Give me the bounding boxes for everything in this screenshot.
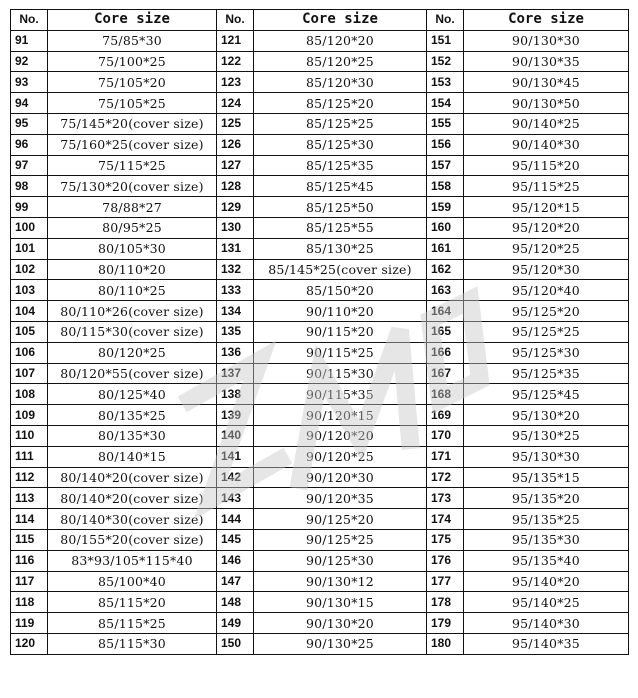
row-number: 171 xyxy=(427,446,464,467)
core-size-value: 75/105*20 xyxy=(48,72,217,93)
row-number: 101 xyxy=(11,238,48,259)
row-number: 96 xyxy=(11,134,48,155)
core-size-value: 85/120*25 xyxy=(254,51,427,72)
core-size-value: 95/135*40 xyxy=(464,550,629,571)
table-row xyxy=(11,155,629,176)
core-size-table xyxy=(10,9,629,655)
table-row xyxy=(11,405,629,426)
core-size-value: 80/115*30(cover size) xyxy=(48,321,217,342)
core-size-value: 90/130*25 xyxy=(254,633,427,654)
table-row xyxy=(11,467,629,488)
row-number: 111 xyxy=(11,446,48,467)
core-size-value: 80/110*20 xyxy=(48,259,217,280)
table-row xyxy=(11,613,629,634)
row-number: 106 xyxy=(11,342,48,363)
row-number: 130 xyxy=(217,217,254,238)
core-size-value: 80/95*25 xyxy=(48,217,217,238)
row-number: 158 xyxy=(427,176,464,197)
no-header: No. xyxy=(11,10,48,31)
core-size-value: 95/120*20 xyxy=(464,217,629,238)
core-size-value: 90/115*25 xyxy=(254,342,427,363)
row-number: 117 xyxy=(11,571,48,592)
row-number: 175 xyxy=(427,529,464,550)
core-size-value: 85/125*20 xyxy=(254,93,427,114)
table-row xyxy=(11,72,629,93)
row-number: 170 xyxy=(427,425,464,446)
table-row xyxy=(11,93,629,114)
core-size-value: 90/130*45 xyxy=(464,72,629,93)
row-number: 129 xyxy=(217,197,254,218)
core-size-value: 75/85*30 xyxy=(48,30,217,51)
core-size-value: 95/120*40 xyxy=(464,280,629,301)
core-size-value: 90/130*30 xyxy=(464,30,629,51)
row-number: 137 xyxy=(217,363,254,384)
table-row xyxy=(11,529,629,550)
core-size-value: 95/125*20 xyxy=(464,301,629,322)
table-row xyxy=(11,363,629,384)
core-size-value: 80/110*26(cover size) xyxy=(48,301,217,322)
row-number: 169 xyxy=(427,405,464,426)
row-number: 167 xyxy=(427,363,464,384)
row-number: 172 xyxy=(427,467,464,488)
row-number: 131 xyxy=(217,238,254,259)
core-size-value: 80/140*20(cover size) xyxy=(48,488,217,509)
core-size-header: Core size xyxy=(254,10,427,31)
core-size-value: 85/145*25(cover size) xyxy=(254,259,427,280)
core-size-value: 85/120*30 xyxy=(254,72,427,93)
core-size-value: 85/115*20 xyxy=(48,592,217,613)
core-size-value: 95/125*25 xyxy=(464,321,629,342)
table-row xyxy=(11,592,629,613)
core-size-value: 95/135*15 xyxy=(464,467,629,488)
core-size-value: 75/105*25 xyxy=(48,93,217,114)
row-number: 147 xyxy=(217,571,254,592)
table-row xyxy=(11,633,629,654)
row-number: 112 xyxy=(11,467,48,488)
row-number: 163 xyxy=(427,280,464,301)
core-size-value: 80/110*25 xyxy=(48,280,217,301)
row-number: 115 xyxy=(11,529,48,550)
row-number: 149 xyxy=(217,613,254,634)
table-row xyxy=(11,197,629,218)
table-row xyxy=(11,425,629,446)
row-number: 94 xyxy=(11,93,48,114)
row-number: 105 xyxy=(11,321,48,342)
row-number: 104 xyxy=(11,301,48,322)
table-body xyxy=(11,30,629,654)
core-size-value: 90/115*30 xyxy=(254,363,427,384)
row-number: 178 xyxy=(427,592,464,613)
row-number: 107 xyxy=(11,363,48,384)
table-row xyxy=(11,571,629,592)
row-number: 148 xyxy=(217,592,254,613)
row-number: 95 xyxy=(11,113,48,134)
core-size-value: 85/125*50 xyxy=(254,197,427,218)
core-size-value: 85/115*25 xyxy=(48,613,217,634)
core-size-value: 95/125*30 xyxy=(464,342,629,363)
core-size-value: 90/125*30 xyxy=(254,550,427,571)
row-number: 153 xyxy=(427,72,464,93)
core-size-value: 85/125*35 xyxy=(254,155,427,176)
row-number: 150 xyxy=(217,633,254,654)
core-size-value: 90/120*30 xyxy=(254,467,427,488)
core-size-value: 90/110*20 xyxy=(254,301,427,322)
row-number: 176 xyxy=(427,550,464,571)
row-number: 177 xyxy=(427,571,464,592)
table-row xyxy=(11,134,629,155)
core-size-value: 95/125*35 xyxy=(464,363,629,384)
core-size-value: 85/125*30 xyxy=(254,134,427,155)
row-number: 146 xyxy=(217,550,254,571)
row-number: 162 xyxy=(427,259,464,280)
core-size-value: 95/120*25 xyxy=(464,238,629,259)
row-number: 135 xyxy=(217,321,254,342)
row-number: 174 xyxy=(427,509,464,530)
row-number: 92 xyxy=(11,51,48,72)
row-number: 159 xyxy=(427,197,464,218)
row-number: 138 xyxy=(217,384,254,405)
row-number: 102 xyxy=(11,259,48,280)
core-size-value: 95/140*25 xyxy=(464,592,629,613)
core-size-value: 85/130*25 xyxy=(254,238,427,259)
core-size-value: 95/140*20 xyxy=(464,571,629,592)
row-number: 165 xyxy=(427,321,464,342)
row-number: 173 xyxy=(427,488,464,509)
core-size-value: 80/140*30(cover size) xyxy=(48,509,217,530)
core-size-value: 80/125*40 xyxy=(48,384,217,405)
row-number: 132 xyxy=(217,259,254,280)
core-size-value: 80/140*15 xyxy=(48,446,217,467)
core-size-value: 83*93/105*115*40 xyxy=(48,550,217,571)
core-size-header: Core size xyxy=(464,10,629,31)
core-size-value: 85/125*25 xyxy=(254,113,427,134)
row-number: 144 xyxy=(217,509,254,530)
core-size-value: 95/135*30 xyxy=(464,529,629,550)
row-number: 100 xyxy=(11,217,48,238)
row-number: 108 xyxy=(11,384,48,405)
row-number: 127 xyxy=(217,155,254,176)
table-row xyxy=(11,488,629,509)
core-size-value: 90/130*12 xyxy=(254,571,427,592)
table-row xyxy=(11,176,629,197)
core-size-value: 90/125*25 xyxy=(254,529,427,550)
row-number: 160 xyxy=(427,217,464,238)
row-number: 180 xyxy=(427,633,464,654)
core-size-value: 95/140*30 xyxy=(464,613,629,634)
core-size-value: 85/125*45 xyxy=(254,176,427,197)
core-size-value: 80/135*30 xyxy=(48,425,217,446)
row-number: 141 xyxy=(217,446,254,467)
row-number: 98 xyxy=(11,176,48,197)
table-row xyxy=(11,238,629,259)
core-size-value: 95/115*25 xyxy=(464,176,629,197)
core-size-value: 90/130*50 xyxy=(464,93,629,114)
core-size-value: 75/130*20(cover size) xyxy=(48,176,217,197)
row-number: 91 xyxy=(11,30,48,51)
row-number: 109 xyxy=(11,405,48,426)
header-row xyxy=(11,10,629,31)
core-size-value: 75/100*25 xyxy=(48,51,217,72)
row-number: 179 xyxy=(427,613,464,634)
row-number: 154 xyxy=(427,93,464,114)
core-size-value: 78/88*27 xyxy=(48,197,217,218)
core-size-value: 85/115*30 xyxy=(48,633,217,654)
row-number: 139 xyxy=(217,405,254,426)
core-size-value: 90/115*35 xyxy=(254,384,427,405)
core-size-value: 95/130*20 xyxy=(464,405,629,426)
no-header: No. xyxy=(427,10,464,31)
row-number: 97 xyxy=(11,155,48,176)
core-size-value: 90/120*35 xyxy=(254,488,427,509)
table-row xyxy=(11,217,629,238)
table-row xyxy=(11,446,629,467)
table-row xyxy=(11,280,629,301)
core-size-value: 80/140*20(cover size) xyxy=(48,467,217,488)
core-size-value: 90/120*25 xyxy=(254,446,427,467)
row-number: 157 xyxy=(427,155,464,176)
core-size-value: 95/130*25 xyxy=(464,425,629,446)
table-row xyxy=(11,301,629,322)
row-number: 134 xyxy=(217,301,254,322)
core-size-value: 95/115*20 xyxy=(464,155,629,176)
row-number: 120 xyxy=(11,633,48,654)
row-number: 116 xyxy=(11,550,48,571)
core-size-value: 95/135*25 xyxy=(464,509,629,530)
core-size-value: 85/100*40 xyxy=(48,571,217,592)
row-number: 114 xyxy=(11,509,48,530)
row-number: 151 xyxy=(427,30,464,51)
table-row xyxy=(11,51,629,72)
core-size-value: 95/130*30 xyxy=(464,446,629,467)
row-number: 124 xyxy=(217,93,254,114)
table-row xyxy=(11,259,629,280)
row-number: 140 xyxy=(217,425,254,446)
core-size-value: 85/120*20 xyxy=(254,30,427,51)
row-number: 152 xyxy=(427,51,464,72)
core-size-value: 90/125*20 xyxy=(254,509,427,530)
core-size-value: 90/115*20 xyxy=(254,321,427,342)
core-size-value: 95/120*15 xyxy=(464,197,629,218)
core-size-value: 95/140*35 xyxy=(464,633,629,654)
row-number: 166 xyxy=(427,342,464,363)
table-row xyxy=(11,509,629,530)
core-size-value: 90/130*15 xyxy=(254,592,427,613)
core-size-value: 80/105*30 xyxy=(48,238,217,259)
row-number: 143 xyxy=(217,488,254,509)
core-size-value: 80/135*25 xyxy=(48,405,217,426)
row-number: 123 xyxy=(217,72,254,93)
row-number: 93 xyxy=(11,72,48,93)
row-number: 118 xyxy=(11,592,48,613)
row-number: 133 xyxy=(217,280,254,301)
table-row xyxy=(11,30,629,51)
table-row xyxy=(11,384,629,405)
row-number: 119 xyxy=(11,613,48,634)
row-number: 125 xyxy=(217,113,254,134)
row-number: 121 xyxy=(217,30,254,51)
row-number: 126 xyxy=(217,134,254,155)
row-number: 128 xyxy=(217,176,254,197)
core-size-value: 90/140*30 xyxy=(464,134,629,155)
core-size-value: 90/120*20 xyxy=(254,425,427,446)
core-size-value: 90/120*15 xyxy=(254,405,427,426)
row-number: 145 xyxy=(217,529,254,550)
core-size-value: 90/130*35 xyxy=(464,51,629,72)
table-row xyxy=(11,113,629,134)
row-number: 156 xyxy=(427,134,464,155)
core-size-value: 95/135*20 xyxy=(464,488,629,509)
core-size-header: Core size xyxy=(48,10,217,31)
table-row xyxy=(11,321,629,342)
table-row xyxy=(11,342,629,363)
core-size-value: 95/125*45 xyxy=(464,384,629,405)
row-number: 99 xyxy=(11,197,48,218)
row-number: 142 xyxy=(217,467,254,488)
row-number: 168 xyxy=(427,384,464,405)
core-size-value: 90/140*25 xyxy=(464,113,629,134)
core-size-value: 85/125*55 xyxy=(254,217,427,238)
table-row xyxy=(11,550,629,571)
core-size-value: 75/115*25 xyxy=(48,155,217,176)
row-number: 161 xyxy=(427,238,464,259)
no-header: No. xyxy=(217,10,254,31)
core-size-value: 75/145*20(cover size) xyxy=(48,113,217,134)
core-size-value: 95/120*30 xyxy=(464,259,629,280)
core-size-value: 85/150*20 xyxy=(254,280,427,301)
row-number: 155 xyxy=(427,113,464,134)
row-number: 110 xyxy=(11,425,48,446)
core-size-value: 80/155*20(cover size) xyxy=(48,529,217,550)
row-number: 113 xyxy=(11,488,48,509)
row-number: 103 xyxy=(11,280,48,301)
core-size-value: 90/130*20 xyxy=(254,613,427,634)
row-number: 122 xyxy=(217,51,254,72)
core-size-value: 80/120*55(cover size) xyxy=(48,363,217,384)
row-number: 164 xyxy=(427,301,464,322)
core-size-value: 80/120*25 xyxy=(48,342,217,363)
row-number: 136 xyxy=(217,342,254,363)
core-size-value: 75/160*25(cover size) xyxy=(48,134,217,155)
